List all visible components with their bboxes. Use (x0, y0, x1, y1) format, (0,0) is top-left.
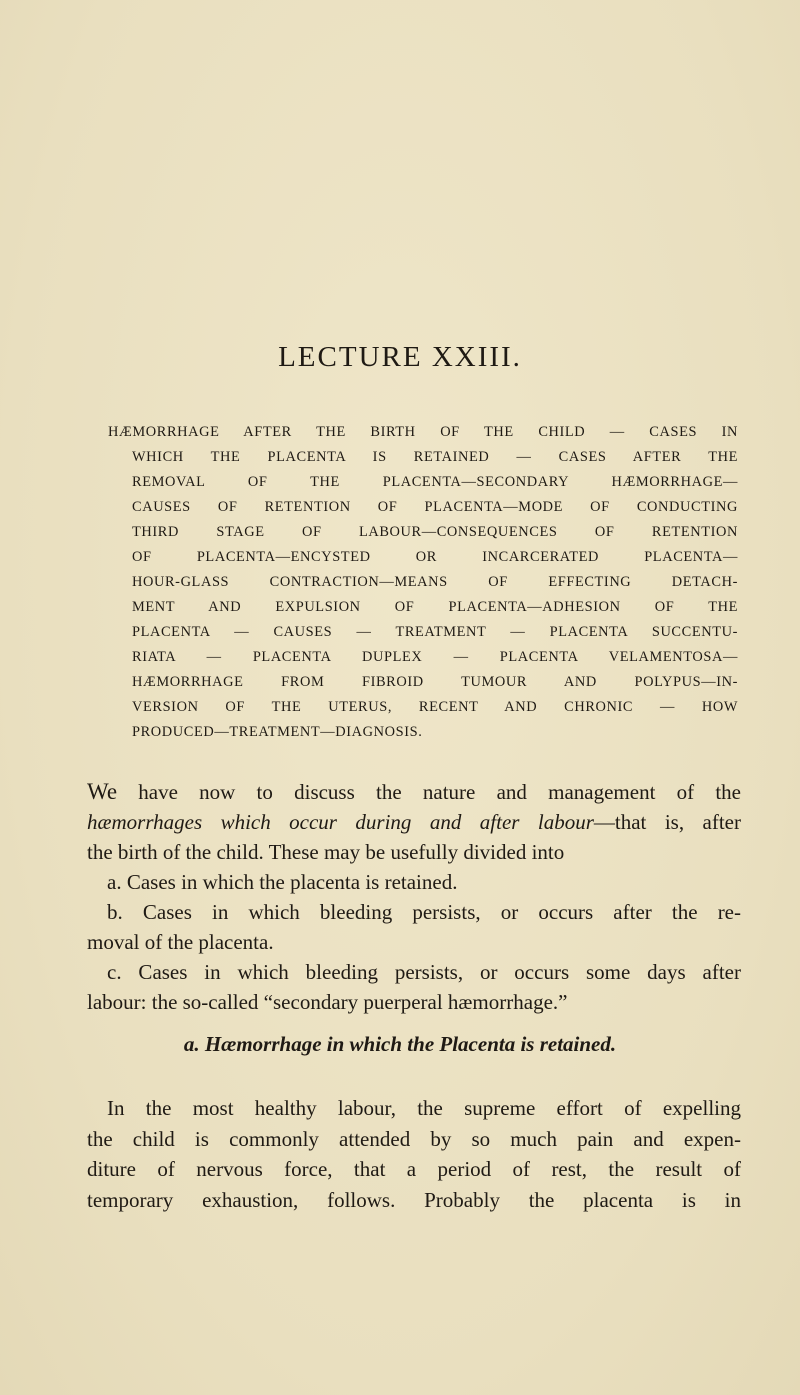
summary-line: WHICH THE PLACENTA IS RETAINED — CASES AFTER THE (132, 449, 738, 465)
summary-line: OF PLACENTA—ENCYSTED OR INCARCERATED PLACENTA— (132, 549, 738, 565)
paragraph-line: temporary exhaustion, follows. Probably the placenta is in (87, 1187, 741, 1212)
paragraph-line: the child is commonly attended by so much pain and expen- (87, 1126, 741, 1151)
chapter-summary (108, 420, 738, 745)
intro-line-1 (87, 777, 741, 807)
intro-line-3: the birth of the child. These may be usefully divided into (87, 840, 565, 864)
section-heading: a. Hæmorrhage in which the Placenta is retained. (183, 1032, 617, 1056)
intro-line-1-text: have now to discuss the nature and management of the (117, 780, 741, 804)
intro-line-2-text: —that is, after (593, 810, 741, 834)
summary-line: HOUR-GLASS CONTRACTION—MEANS OF EFFECTING DETACH- (132, 574, 738, 590)
list-item-a: a. Cases in which the placenta is retained. (107, 870, 458, 894)
intro-italic-phrase: hæmorrhages which occur during and after labour (87, 810, 594, 834)
paragraph-line: In the most healthy labour, the supreme effort of expelling (107, 1096, 741, 1120)
summary-line: PLACENTA — CAUSES — TREATMENT — PLACENTA SUCCENTU- (132, 624, 738, 640)
section-paragraph (87, 1093, 741, 1215)
summary-line: VERSION OF THE UTERUS, RECENT AND CHRONIC — HOW (132, 699, 738, 715)
intro-line-2 (87, 807, 741, 837)
lecture-title: LECTURE XXIII. (278, 341, 522, 373)
summary-line: PRODUCED—TREATMENT—DIAGNOSIS. (132, 724, 423, 740)
summary-line: THIRD STAGE OF LABOUR—CONSEQUENCES OF RETENTION (132, 524, 738, 540)
list-item-b: b. Cases in which bleeding persists, or occurs after the re- (107, 900, 741, 924)
list-item-b-cont: moval of the placenta. (87, 930, 274, 954)
summary-line: HÆMORRHAGE FROM FIBROID TUMOUR AND POLYPUS—IN- (132, 674, 738, 690)
list-item-c: c. Cases in which bleeding persists, or occurs some days after (107, 960, 741, 984)
summary-line: RIATA — PLACENTA DUPLEX — PLACENTA VELAMENTOSA— (132, 649, 738, 665)
summary-line: CAUSES OF RETENTION OF PLACENTA—MODE OF CONDUCTING (132, 499, 738, 515)
summary-line: MENT AND EXPULSION OF PLACENTA—ADHESION OF THE (132, 599, 738, 615)
list-item-c-cont: labour: the so-called “secondary puerperal hæmorrhage.” (87, 990, 568, 1014)
intro-dropcap: We (87, 779, 118, 804)
summary-line: HÆMORRHAGE AFTER THE BIRTH OF THE CHILD — CASES IN (108, 424, 738, 440)
summary-line: REMOVAL OF THE PLACENTA—SECONDARY HÆMORRHAGE— (132, 474, 738, 490)
intro-paragraph (87, 777, 741, 1017)
paragraph-line: diture of nervous force, that a period of rest, the result of (87, 1157, 741, 1181)
